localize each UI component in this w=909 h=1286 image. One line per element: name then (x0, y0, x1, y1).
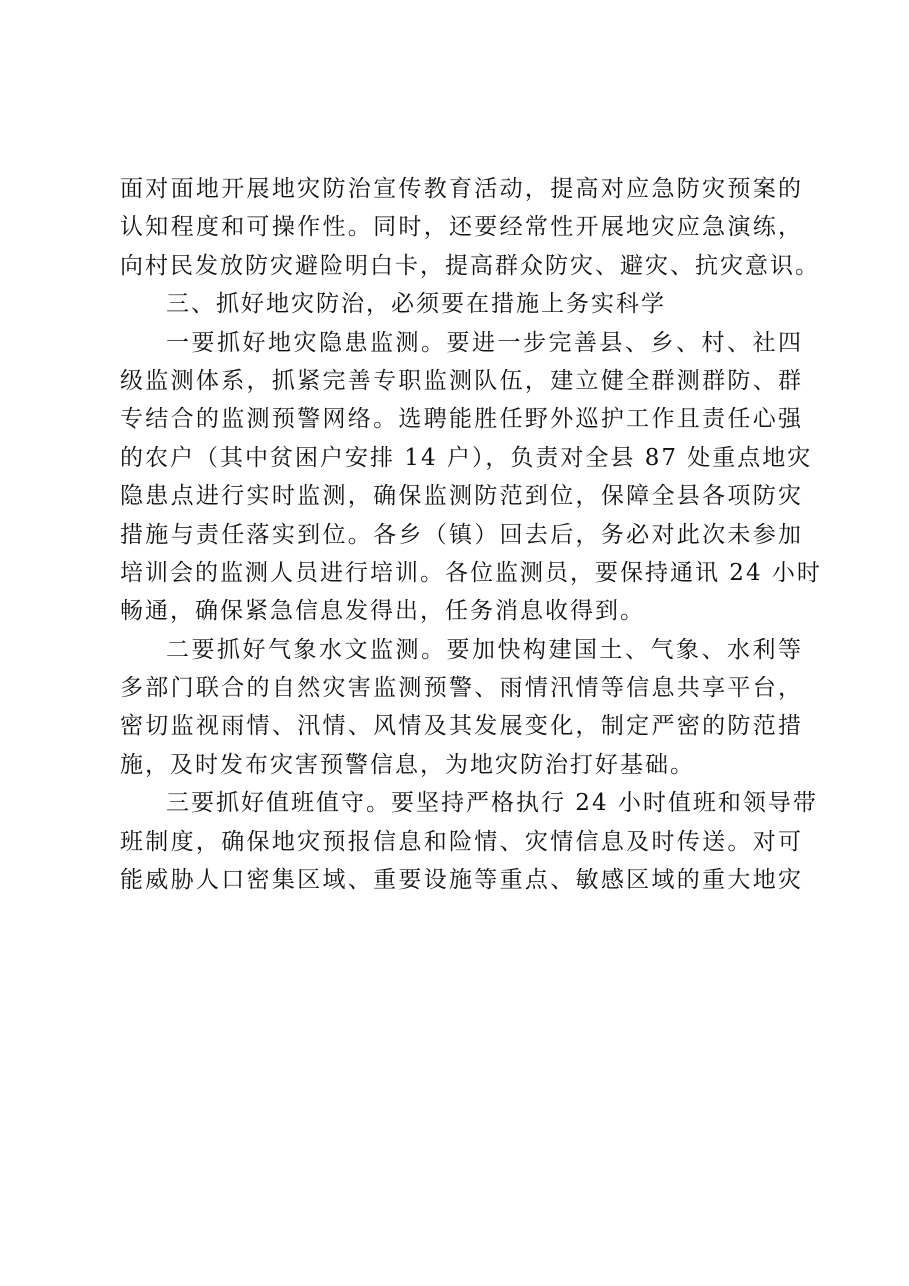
text-line: 密切监视雨情、汛情、风情及其发展变化，制定严密的防范措 (120, 713, 803, 740)
text-line: 班制度，确保地灾预报信息和险情、灾情信息及时传送。对可 (120, 828, 803, 855)
paragraph-publicity-end (120, 170, 820, 285)
paragraph-duty-watch (120, 784, 818, 899)
text-line: 培训会的监测人员进行培训。各位监测员，要保持通讯 24 小时 (120, 559, 822, 586)
text-line: 专结合的监测预警网络。选聘能胜任野外巡护工作且责任心强 (120, 406, 803, 433)
document-body (120, 170, 822, 899)
text-line: 级监测体系，抓紧完善专职监测队伍，建立健全群测群防、群 (120, 367, 803, 394)
text-line: 能威胁人口密集区域、重要设施等重点、敏感区域的重大地灾 (120, 867, 803, 894)
text-line: 三要抓好值班值守。要坚持严格执行 24 小时值班和领导带 (166, 790, 818, 817)
text-line: 认知程度和可操作性。同时，还要经常性开展地灾应急演练， (120, 214, 803, 241)
text-line: 多部门联合的自然灾害监测预警、雨情汛情等信息共享平台， (120, 675, 803, 702)
paragraph-hazard-monitoring (120, 324, 822, 631)
text-line: 面对面地开展地灾防治宣传教育活动，提高对应急防灾预案的 (120, 176, 803, 202)
text-line: 一要抓好地灾隐患监测。要进一步完善县、乡、村、社四 (166, 329, 803, 356)
text-line: 的农户（其中贫困户安排 14 户），负责对全县 87 处重点地灾 (120, 444, 813, 471)
paragraph-weather-monitoring (120, 631, 803, 785)
text-line: 施，及时发布灾害预警信息，为地灾防治打好基础。 (120, 751, 695, 778)
section-heading-three (120, 285, 803, 323)
text-line: 二要抓好气象水文监测。要加快构建国土、气象、水利等 (166, 636, 803, 663)
section-heading-text: 三、抓好地灾防治，必须要在措施上务实科学 (166, 291, 666, 318)
text-line: 隐患点进行实时监测，确保监测防范到位，保障全县各项防灾 (120, 483, 803, 510)
text-line: 措施与责任落实到位。各乡（镇）回去后，务必对此次未参加 (120, 521, 803, 548)
text-line: 向村民发放防灾避险明白卡，提高群众防灾、避灾、抗灾意识。 (120, 252, 820, 279)
text-line: 畅通，确保紧急信息发得出，任务消息收得到。 (120, 598, 645, 625)
